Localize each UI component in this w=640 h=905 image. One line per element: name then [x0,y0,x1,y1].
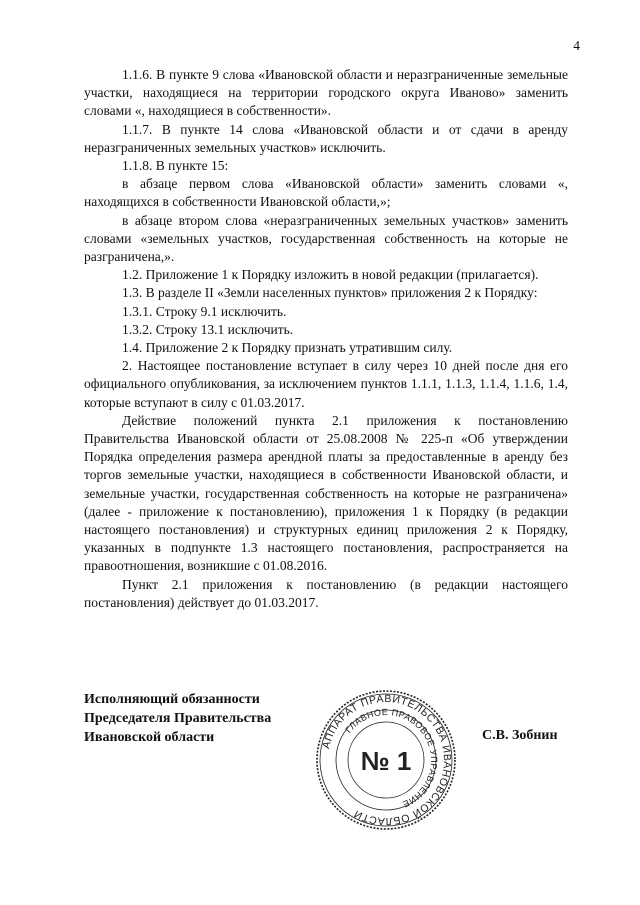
paragraph-2: 2. Настоящее постановление вступает в силу через 10 дней после дня его официального опубликования, за исключением пунктов 1.1.1, 1.1.3, 1.1.4, 1.1.6, 1.4, которые вступают в силу с 01.03.2017. [84,358,568,410]
seal-outer-text: АППАРАТ ПРАВИТЕЛЬСТВА ИВАНОВСКОЙ ОБЛАСТИ [320,692,454,828]
paragraph-1-4: 1.4. Приложение 2 к Порядку признать утратившим силу. [122,340,453,356]
signer-name: С.В. Зобнин [482,728,558,743]
paragraph-1-1-7: 1.1.7. В пункте 14 слова «Ивановской области и от сдачи в аренду неразграниченных земельных участков» исключить. [84,121,568,155]
paragraph-validity: Пункт 2.1 приложения к постановлению (в редакции настоящего постановления) действует до 01.03.2017. [84,576,568,610]
seal-inner-text: ГЛАВНОЕ ПРАВОВОЕ УПРАВЛЕНИЕ [343,706,440,810]
page-number: 4 [573,38,580,53]
paragraph-1-1-8: 1.1.8. В пункте 15: [122,158,229,174]
paragraph-1-3-2: 1.3.2. Строку 13.1 исключить. [122,321,294,337]
signature-title-line-2: Председателя Правительства [84,711,272,726]
signature-title-line-3: Ивановской области [84,730,215,745]
seal-stamp-graphic [314,688,458,832]
paragraph-1-1-8-first: в абзаце первом слова «Ивановской области» заменить словами «, находящихся в собственности Ивановской области,»; [84,176,568,210]
official-seal [314,688,458,832]
paragraph-effect: Действие положений пункта 2.1 приложения к постановлению Правительства Ивановской области от 25.08.2008 № 225-п «Об утверждении Порядка определения размера арендной платы за предоставленные в аренду без торгов земельные участки, находящиеся в собственности Ивановской области, и земельные участки, государственная собственность на которые не разграничена» (далее - приложение к постановлению), приложения 1 к Порядку (в редакции настоящего постановления) и структурных единиц приложения 2 к Порядку, указанных в подпункте 1.3 настоящего постановления, распространяется на правоотношения, возникшие с 01.08.2016. [84,412,568,574]
signature-title-block [84,690,271,747]
signature-title-line-1: Исполняющий обязанности [84,692,260,707]
seal-center-number: № 1 [360,746,412,776]
paragraph-1-2: 1.2. Приложение 1 к Порядку изложить в новой редакции (прилагается). [122,267,539,283]
paragraph-1-3-1: 1.3.1. Строку 9.1 исключить. [122,303,287,319]
paragraph-1-1-6: 1.1.6. В пункте 9 слова «Ивановской области и неразграниченные земельные участки, находящиеся на территории городского округа Иваново» заменить словами «, находящиеся в собственности». [84,67,568,119]
paragraph-1-1-8-second: в абзаце втором слова «неразграниченных земельных участков» заменить словами «земельных участков, государственная собственность на которые не разграничена,». [84,212,568,265]
paragraph-1-3: 1.3. В разделе II «Земли населенных пунктов» приложения 2 к Порядку: [122,285,538,301]
document-body [84,66,568,612]
